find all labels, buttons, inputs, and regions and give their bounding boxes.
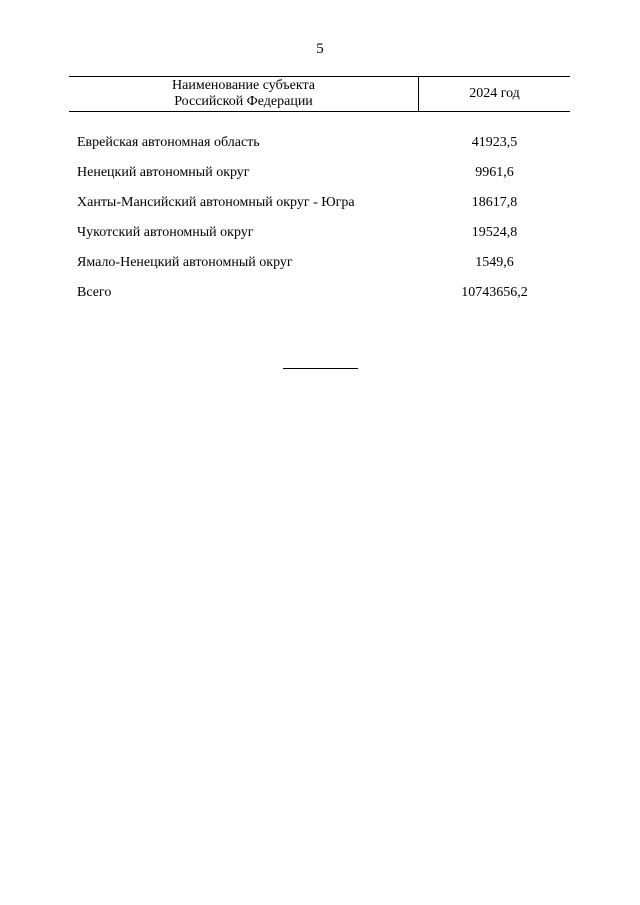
header-year: 2024 год: [469, 86, 520, 101]
row-total-label: Всего: [77, 285, 112, 300]
row-subject-name: Еврейская автономная область: [77, 135, 260, 150]
row-value: 18617,8: [471, 195, 518, 210]
table-row: [69, 248, 570, 278]
table-body: [69, 128, 570, 308]
subject-table: [69, 76, 570, 308]
row-value: 9961,6: [475, 165, 514, 180]
row-subject-name: Ямало-Ненецкий автономный округ: [77, 255, 293, 270]
row-subject-name: Чукотский автономный округ: [77, 225, 254, 240]
header-subject-name-line1: Наименование субъекта: [172, 78, 315, 93]
header-subject-name-line2: Российской Федерации: [174, 94, 313, 109]
row-subject-name: Ненецкий автономный округ: [77, 165, 250, 180]
row-value: 41923,5: [471, 135, 518, 150]
header-subject-name: [69, 77, 419, 111]
table-row-total: [69, 278, 570, 308]
row-total-value: 10743656,2: [461, 285, 528, 300]
end-of-document-rule: [283, 368, 358, 369]
page-number: 5: [316, 41, 324, 57]
table-row: [69, 128, 570, 158]
table-row: [69, 158, 570, 188]
row-value: 1549,6: [475, 255, 514, 270]
row-subject-name: Ханты-Мансийский автономный округ - Югра: [77, 195, 355, 210]
table-header: [69, 76, 570, 112]
row-value: 19524,8: [471, 225, 518, 240]
table-row: [69, 218, 570, 248]
table-row: [69, 188, 570, 218]
